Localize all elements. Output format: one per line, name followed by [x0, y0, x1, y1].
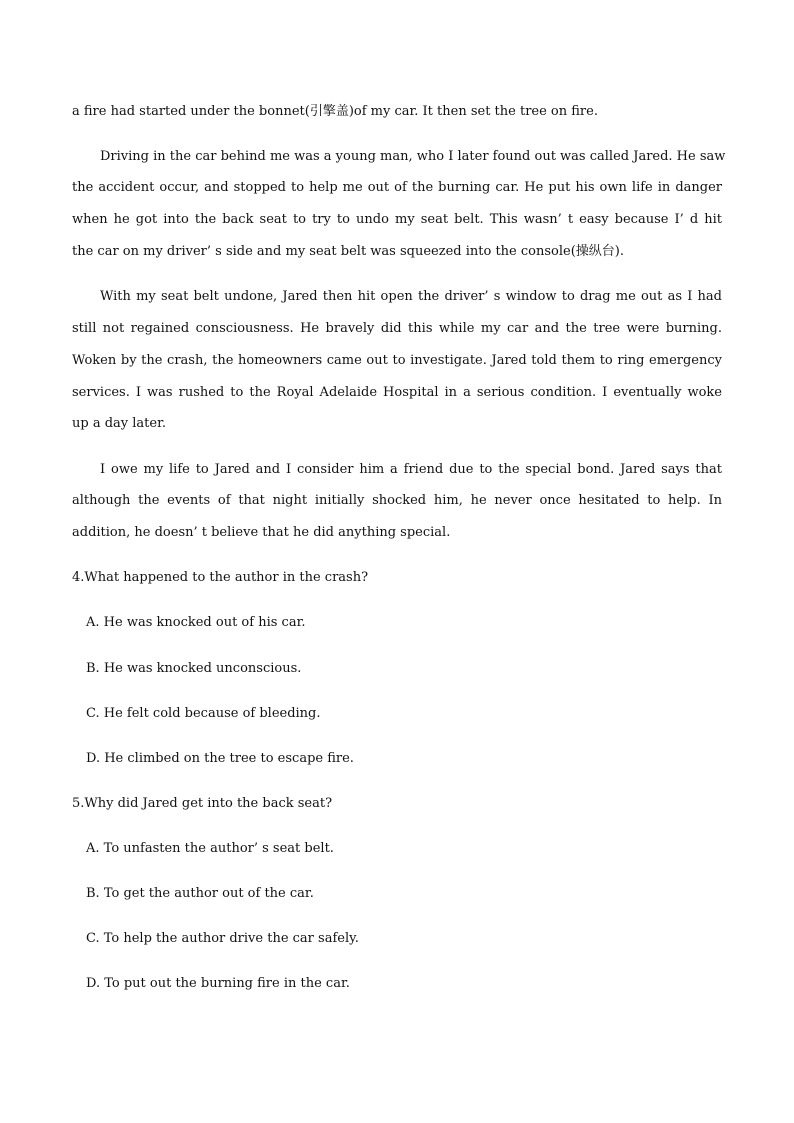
answer-option: A. To unfasten the author’ s seat belt.: [86, 841, 334, 856]
answer-option: A. He was knocked out of his car.: [86, 615, 306, 630]
passage-line: I owe my life to Jared and I consider him a friend due to the special bond. Jared says that: [100, 462, 722, 477]
answer-option: B. He was knocked unconscious.: [86, 661, 302, 676]
answer-option: D. To put out the burning fire in the car.: [86, 976, 350, 991]
question-stem: 5.Why did Jared get into the back seat?: [72, 796, 333, 811]
passage-line: services. I was rushed to the Royal Adelaide Hospital in a serious condition. I eventually woke: [72, 385, 722, 400]
passage-line: when he got into the back seat to try to undo my seat belt. This wasn’ t easy because I’ d hit: [72, 212, 722, 227]
passage-line: still not regained consciousness. He bravely did this while my car and the tree were burning.: [72, 321, 722, 336]
answer-option: B. To get the author out of the car.: [86, 886, 314, 901]
question-stem: 4.What happened to the author in the crash?: [72, 570, 369, 585]
answer-option: D. He climbed on the tree to escape fire.: [86, 751, 354, 766]
passage-line: With my seat belt undone, Jared then hit open the driver’ s window to drag me out as I had: [100, 289, 722, 304]
answer-option: C. To help the author drive the car safely.: [86, 931, 359, 946]
answer-option: C. He felt cold because of bleeding.: [86, 706, 321, 721]
passage-line: although the events of that night initially shocked him, he never once hesitated to help. In: [72, 493, 722, 508]
passage-line: a fire had started under the bonnet(引擎盖)of my car. It then set the tree on fire.: [72, 104, 598, 119]
passage-line: the car on my driver’ s side and my seat belt was squeezed into the console(操纵台).: [72, 244, 624, 259]
passage-line: the accident occur, and stopped to help me out of the burning car. He put his own life in danger: [72, 180, 722, 195]
passage-line: Woken by the crash, the homeowners came out to investigate. Jared told them to ring emergency: [72, 353, 722, 368]
passage-line: up a day later.: [72, 416, 167, 431]
passage-line: addition, he doesn’ t believe that he did anything special.: [72, 525, 451, 540]
passage-line: Driving in the car behind me was a young man, who I later found out was called Jared. He saw: [100, 149, 726, 164]
